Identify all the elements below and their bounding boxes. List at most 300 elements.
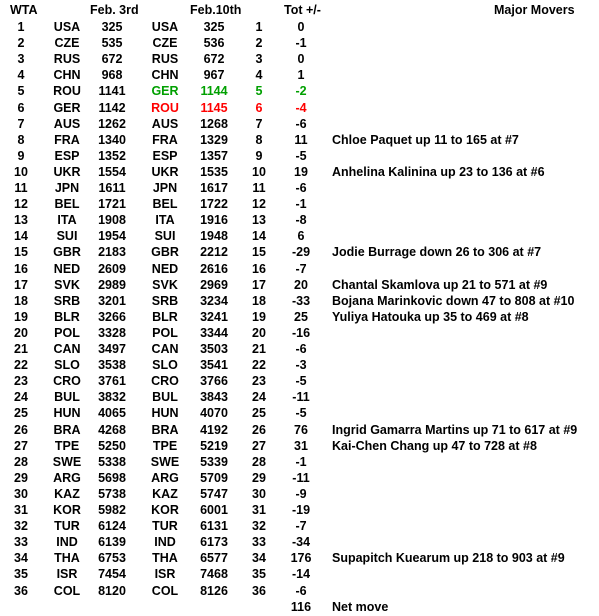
table-row <box>0 19 599 36</box>
points-feb3-cell: 1262 <box>98 116 126 131</box>
rank-feb10-cell: 2 <box>255 36 263 51</box>
rank-feb10-cell: 26 <box>252 422 266 437</box>
major-mover-cell: Kai-Chen Chang up 47 to 728 at #8 <box>332 438 537 453</box>
rank-feb10-cell: 35 <box>252 567 266 582</box>
points-feb10-cell: 3234 <box>200 293 228 308</box>
country-feb3-cell: NED <box>53 261 81 276</box>
points-feb10-cell: 672 <box>203 52 225 67</box>
points-feb3-cell: 5250 <box>98 438 126 453</box>
points-feb10-cell: 3241 <box>200 309 228 324</box>
rank-feb10-cell: 6 <box>255 100 263 115</box>
country-feb3-cell: TUR <box>54 519 80 534</box>
total-change-cell: -6 <box>295 583 307 598</box>
total-change-cell: -6 <box>295 181 307 195</box>
country-feb10-cell: KAZ <box>152 486 178 501</box>
rank-cell: 22 <box>14 358 28 373</box>
rank-cell: 14 <box>14 229 28 244</box>
country-feb3-cell: ESP <box>54 148 80 163</box>
rank-feb10-cell: 25 <box>252 406 266 421</box>
country-feb10-cell: POL <box>152 325 178 340</box>
country-feb3-cell: SWE <box>52 454 82 469</box>
table-row <box>0 470 599 487</box>
points-feb10-cell: 6173 <box>200 535 228 550</box>
rank-feb10-cell: 23 <box>252 374 266 389</box>
table-row <box>0 486 599 503</box>
total-change-cell: -33 <box>291 293 311 308</box>
rank-feb10-cell: 32 <box>252 519 266 534</box>
rank-cell: 32 <box>14 519 28 534</box>
points-feb10-cell: 5219 <box>200 438 228 453</box>
table-row <box>0 534 599 551</box>
country-feb10-cell: RUS <box>151 52 179 67</box>
rank-cell: 25 <box>14 406 28 421</box>
rank-cell: 2 <box>17 36 25 51</box>
country-feb10-cell: CAN <box>151 342 179 356</box>
points-feb3-cell: 3761 <box>98 374 126 389</box>
header-feb10: Feb.10th <box>190 3 242 17</box>
rank-cell: 6 <box>17 100 25 115</box>
table-row <box>0 583 599 600</box>
total-change-cell: -3 <box>295 358 307 373</box>
rank-cell: 5 <box>17 84 25 99</box>
points-feb10-cell: 3344 <box>200 325 228 340</box>
points-feb10-cell: 6001 <box>200 503 228 517</box>
points-feb10-cell: 1268 <box>200 116 228 131</box>
country-feb10-cell: SRB <box>151 293 179 308</box>
total-change-cell: 1 <box>297 68 305 83</box>
rank-feb10-cell: 34 <box>252 551 266 566</box>
points-feb3-cell: 2609 <box>98 261 126 276</box>
rank-cell: 12 <box>14 197 28 212</box>
header-wta: WTA <box>10 3 38 17</box>
rank-cell: 17 <box>14 277 28 292</box>
country-feb3-cell: COL <box>53 583 81 598</box>
country-feb3-cell: IND <box>56 535 78 550</box>
country-feb10-cell: SUI <box>154 229 176 244</box>
table-row <box>0 196 599 213</box>
table-row <box>0 100 599 117</box>
country-feb3-cell: SUI <box>56 229 78 244</box>
table-row <box>0 454 599 471</box>
total-change-cell: -34 <box>291 535 311 550</box>
table-row <box>0 405 599 422</box>
country-feb10-cell: JPN <box>152 181 178 195</box>
country-feb3-cell: CAN <box>53 342 81 356</box>
points-feb3-cell: 3497 <box>98 342 126 356</box>
total-change-cell: -11 <box>292 390 310 405</box>
table-row <box>0 228 599 245</box>
rank-cell: 20 <box>14 325 28 340</box>
total-change-cell: -4 <box>295 100 307 115</box>
points-feb10-cell: 3503 <box>200 342 228 356</box>
table-row <box>0 51 599 68</box>
header-total: Tot +/- <box>284 3 321 17</box>
points-feb10-cell: 536 <box>203 36 225 51</box>
rank-feb10-cell: 20 <box>252 325 266 340</box>
country-feb10-cell: NED <box>151 261 179 276</box>
table-row <box>0 422 599 439</box>
table-row <box>0 357 599 374</box>
points-feb3-cell: 3328 <box>98 325 126 340</box>
rank-cell: 28 <box>14 454 28 469</box>
points-feb10-cell: 2969 <box>200 277 228 292</box>
country-feb3-cell: AUS <box>53 116 81 131</box>
rank-feb10-cell: 3 <box>255 52 263 67</box>
points-feb3-cell: 1954 <box>98 229 126 244</box>
points-feb10-cell: 1948 <box>200 229 228 244</box>
total-change-cell: -7 <box>295 261 307 276</box>
major-mover-cell: Bojana Marinkovic down 47 to 808 at #10 <box>332 293 575 308</box>
points-feb3-cell: 6753 <box>98 551 126 566</box>
major-mover-cell: Ingrid Gamarra Martins up 71 to 617 at #9 <box>332 422 578 437</box>
rank-feb10-cell: 19 <box>252 309 266 324</box>
points-feb3-cell: 1721 <box>98 197 126 212</box>
total-change-cell: -1 <box>295 36 307 51</box>
table-row <box>0 325 599 342</box>
points-feb3-cell: 1340 <box>98 132 126 147</box>
country-feb3-cell: RUS <box>53 52 81 67</box>
major-mover-cell: Yuliya Hatouka up 35 to 469 at #8 <box>332 309 529 324</box>
points-feb3-cell: 8120 <box>98 583 126 598</box>
country-feb10-cell: THA <box>152 551 178 566</box>
table-row <box>0 293 599 310</box>
country-feb10-cell: BLR <box>152 309 178 324</box>
country-feb10-cell: AUS <box>151 116 179 131</box>
points-feb10-cell: 967 <box>203 68 225 83</box>
country-feb10-cell: SLO <box>152 358 178 373</box>
points-feb3-cell: 1141 <box>98 84 126 99</box>
country-feb3-cell: CHN <box>53 68 81 83</box>
rank-feb10-cell: 18 <box>252 293 266 308</box>
total-change-cell: 25 <box>294 309 308 324</box>
points-feb3-cell: 325 <box>101 20 123 34</box>
rank-feb10-cell: 16 <box>252 261 266 276</box>
country-feb3-cell: UKR <box>53 164 81 179</box>
country-feb10-cell: USA <box>151 20 179 34</box>
table-row <box>0 438 599 455</box>
rank-feb10-cell: 15 <box>252 245 266 260</box>
country-feb3-cell: USA <box>53 20 81 34</box>
major-mover-cell: Chantal Skamlova up 21 to 571 at #9 <box>332 277 548 292</box>
total-change-cell: -5 <box>295 148 307 163</box>
points-feb10-cell: 6577 <box>200 551 228 566</box>
total-change-cell: 176 <box>290 551 312 566</box>
country-feb10-cell: SWE <box>150 454 180 469</box>
rank-feb10-cell: 17 <box>252 277 266 292</box>
points-feb3-cell: 6124 <box>98 519 126 534</box>
rank-cell: 26 <box>14 422 28 437</box>
country-feb10-cell: KOR <box>151 503 179 517</box>
rank-feb10-cell: 14 <box>252 229 266 244</box>
points-feb3-cell: 6139 <box>98 535 126 550</box>
table-row <box>0 164 599 181</box>
points-feb10-cell: 2616 <box>200 261 228 276</box>
country-feb3-cell: SRB <box>53 293 81 308</box>
rank-feb10-cell: 21 <box>252 342 266 356</box>
rank-cell: 9 <box>17 148 25 163</box>
rank-feb10-cell: 36 <box>252 583 266 598</box>
total-change-cell: -19 <box>291 503 311 517</box>
points-feb3-cell: 5738 <box>98 486 126 501</box>
rank-cell: 18 <box>14 293 28 308</box>
total-change-cell: -5 <box>295 406 307 421</box>
points-feb3-cell: 3266 <box>98 309 126 324</box>
points-feb3-cell: 5698 <box>98 470 126 485</box>
rank-cell: 24 <box>14 390 28 405</box>
rank-cell: 27 <box>14 438 28 453</box>
points-feb3-cell: 1142 <box>98 100 126 115</box>
rank-cell: 30 <box>14 486 28 501</box>
table-row <box>0 35 599 52</box>
rank-feb10-cell: 11 <box>252 181 266 195</box>
points-feb10-cell: 6131 <box>200 519 228 534</box>
country-feb10-cell: TPE <box>152 438 178 453</box>
points-feb3-cell: 4268 <box>98 422 126 437</box>
points-feb10-cell: 1535 <box>200 164 228 179</box>
total-change-cell: -5 <box>295 374 307 389</box>
points-feb10-cell: 1617 <box>200 181 228 195</box>
country-feb10-cell: GBR <box>151 245 179 260</box>
points-feb10-cell: 1145 <box>200 100 228 115</box>
points-feb10-cell: 4070 <box>200 406 228 421</box>
table-row <box>0 244 599 261</box>
country-feb10-cell: CRO <box>151 374 179 389</box>
points-feb10-cell: 8126 <box>200 583 228 598</box>
country-feb10-cell: FRA <box>152 132 178 147</box>
rank-feb10-cell: 22 <box>252 358 266 373</box>
country-feb10-cell: BEL <box>152 197 178 212</box>
total-change-cell: -2 <box>295 84 307 99</box>
country-feb10-cell: ITA <box>155 213 175 228</box>
rank-cell: 33 <box>14 535 28 550</box>
rank-cell: 34 <box>14 551 28 566</box>
table-row <box>0 518 599 535</box>
country-feb3-cell: GER <box>53 100 81 115</box>
points-feb3-cell: 1352 <box>98 148 126 163</box>
country-feb3-cell: ROU <box>53 84 81 99</box>
table-row <box>0 309 599 326</box>
points-feb3-cell: 1611 <box>98 181 126 195</box>
country-feb3-cell: KAZ <box>54 486 80 501</box>
total-change-cell: -1 <box>295 454 307 469</box>
points-feb3-cell: 4065 <box>98 406 126 421</box>
points-feb10-cell: 5709 <box>200 470 228 485</box>
country-feb10-cell: HUN <box>151 406 179 421</box>
rank-cell: 13 <box>14 213 28 228</box>
total-change-cell: 76 <box>294 422 308 437</box>
country-feb10-cell: ISR <box>154 567 176 582</box>
rank-cell: 23 <box>14 374 28 389</box>
table-row <box>0 277 599 294</box>
net-move-label: Net move <box>332 600 389 615</box>
points-feb3-cell: 7454 <box>98 567 126 582</box>
rank-cell: 35 <box>14 567 28 582</box>
rank-cell: 19 <box>14 309 28 324</box>
header-feb3: Feb. 3rd <box>90 3 139 17</box>
rank-cell: 7 <box>17 116 25 131</box>
country-feb3-cell: KOR <box>53 503 81 517</box>
rank-cell: 1 <box>17 20 25 34</box>
major-mover-cell: Chloe Paquet up 11 to 165 at #7 <box>332 132 519 147</box>
points-feb3-cell: 3832 <box>98 390 126 405</box>
rank-feb10-cell: 5 <box>255 84 263 99</box>
header-row <box>0 2 599 19</box>
table-row <box>0 116 599 133</box>
table-row <box>0 261 599 278</box>
country-feb3-cell: GBR <box>53 245 81 260</box>
rank-cell: 4 <box>17 68 25 83</box>
country-feb10-cell: ROU <box>151 100 179 115</box>
points-feb10-cell: 7468 <box>200 567 228 582</box>
country-feb3-cell: POL <box>54 325 80 340</box>
major-mover-cell: Supapitch Kuearum up 218 to 903 at #9 <box>332 551 565 566</box>
country-feb10-cell: GER <box>151 84 179 99</box>
rank-feb10-cell: 30 <box>252 486 266 501</box>
total-change-cell: -8 <box>295 213 307 228</box>
net-move-total: 116 <box>290 600 312 615</box>
points-feb3-cell: 968 <box>101 68 123 83</box>
country-feb3-cell: FRA <box>54 132 80 147</box>
table-row <box>0 566 599 583</box>
points-feb10-cell: 3843 <box>200 390 228 405</box>
table-row <box>0 502 599 519</box>
rank-cell: 11 <box>14 181 28 195</box>
country-feb3-cell: BEL <box>54 197 80 212</box>
country-feb10-cell: CHN <box>151 68 179 83</box>
points-feb10-cell: 3766 <box>200 374 228 389</box>
points-feb10-cell: 1357 <box>200 148 228 163</box>
points-feb3-cell: 1554 <box>98 164 126 179</box>
rank-feb10-cell: 28 <box>252 454 266 469</box>
total-change-cell: -1 <box>295 197 307 212</box>
country-feb10-cell: ARG <box>151 470 179 485</box>
table-row <box>0 83 599 100</box>
points-feb3-cell: 2989 <box>98 277 126 292</box>
points-feb10-cell: 325 <box>203 20 225 34</box>
country-feb10-cell: UKR <box>151 164 179 179</box>
rank-cell: 3 <box>17 52 25 67</box>
points-feb3-cell: 3538 <box>98 358 126 373</box>
total-change-cell: 0 <box>297 52 305 67</box>
rank-cell: 15 <box>14 245 28 260</box>
total-change-cell: -6 <box>295 342 307 356</box>
total-change-cell: 0 <box>297 20 305 34</box>
country-feb10-cell: BRA <box>151 422 179 437</box>
rank-feb10-cell: 27 <box>252 438 266 453</box>
rank-feb10-cell: 10 <box>252 164 266 179</box>
country-feb3-cell: BUL <box>54 390 80 405</box>
country-feb10-cell: BUL <box>152 390 178 405</box>
country-feb3-cell: TPE <box>54 438 80 453</box>
total-change-cell: -29 <box>291 245 311 260</box>
points-feb3-cell: 2183 <box>98 245 126 260</box>
header-major-movers: Major Movers <box>494 3 575 17</box>
table-row <box>0 389 599 406</box>
rank-feb10-cell: 33 <box>252 535 266 550</box>
footer-row <box>0 599 599 616</box>
points-feb3-cell: 3201 <box>98 293 126 308</box>
country-feb10-cell: CZE <box>152 36 178 51</box>
major-mover-cell: Anhelina Kalinina up 23 to 136 at #6 <box>332 164 545 179</box>
table-row <box>0 212 599 229</box>
points-feb10-cell: 5339 <box>200 454 228 469</box>
country-feb3-cell: HUN <box>53 406 81 421</box>
country-feb3-cell: ITA <box>57 213 77 228</box>
country-feb10-cell: TUR <box>152 519 178 534</box>
points-feb10-cell: 1916 <box>200 213 228 228</box>
rank-cell: 8 <box>17 132 25 147</box>
country-feb10-cell: IND <box>154 535 176 550</box>
total-change-cell: -16 <box>291 325 311 340</box>
total-change-cell: -9 <box>295 486 307 501</box>
country-feb3-cell: SVK <box>54 277 80 292</box>
country-feb3-cell: CRO <box>53 374 81 389</box>
country-feb3-cell: BLR <box>54 309 80 324</box>
country-feb3-cell: CZE <box>54 36 80 51</box>
rank-feb10-cell: 29 <box>252 470 266 485</box>
rank-feb10-cell: 1 <box>255 20 263 34</box>
points-feb10-cell: 5747 <box>200 486 228 501</box>
total-change-cell: 11 <box>294 132 308 147</box>
total-change-cell: -14 <box>291 567 311 582</box>
points-feb3-cell: 535 <box>101 36 123 51</box>
country-feb10-cell: ESP <box>152 148 178 163</box>
country-feb10-cell: SVK <box>152 277 178 292</box>
country-feb3-cell: THA <box>54 551 80 566</box>
total-change-cell: 19 <box>294 164 308 179</box>
rank-cell: 10 <box>14 164 28 179</box>
country-feb3-cell: JPN <box>54 181 80 195</box>
rank-feb10-cell: 31 <box>252 503 266 517</box>
table-row <box>0 373 599 390</box>
table-row <box>0 67 599 84</box>
points-feb10-cell: 1329 <box>200 132 228 147</box>
rank-cell: 31 <box>14 503 28 517</box>
country-feb3-cell: ARG <box>53 470 81 485</box>
points-feb10-cell: 1144 <box>200 84 228 99</box>
rank-feb10-cell: 7 <box>255 116 263 131</box>
points-feb3-cell: 5338 <box>98 454 126 469</box>
total-change-cell: 31 <box>294 438 308 453</box>
points-feb10-cell: 4192 <box>200 422 228 437</box>
rank-feb10-cell: 24 <box>252 390 266 405</box>
points-feb10-cell: 2212 <box>200 245 228 260</box>
total-change-cell: -11 <box>292 470 310 485</box>
points-feb3-cell: 1908 <box>98 213 126 228</box>
rank-feb10-cell: 13 <box>252 213 266 228</box>
table-row <box>0 180 599 197</box>
total-change-cell: 20 <box>294 277 308 292</box>
table-row <box>0 550 599 567</box>
rank-cell: 29 <box>14 470 28 485</box>
rank-feb10-cell: 12 <box>252 197 266 212</box>
rank-feb10-cell: 8 <box>255 132 263 147</box>
points-feb10-cell: 1722 <box>200 197 228 212</box>
total-change-cell: 6 <box>297 229 305 244</box>
rank-cell: 36 <box>14 583 28 598</box>
points-feb10-cell: 3541 <box>200 358 228 373</box>
rank-feb10-cell: 4 <box>255 68 263 83</box>
country-feb10-cell: COL <box>151 583 179 598</box>
country-feb3-cell: SLO <box>54 358 80 373</box>
total-change-cell: -6 <box>295 116 307 131</box>
rank-feb10-cell: 9 <box>255 148 263 163</box>
major-mover-cell: Jodie Burrage down 26 to 306 at #7 <box>332 245 542 260</box>
table-row <box>0 132 599 149</box>
rank-cell: 21 <box>14 342 28 356</box>
total-change-cell: -7 <box>295 519 307 534</box>
rank-cell: 16 <box>14 261 28 276</box>
